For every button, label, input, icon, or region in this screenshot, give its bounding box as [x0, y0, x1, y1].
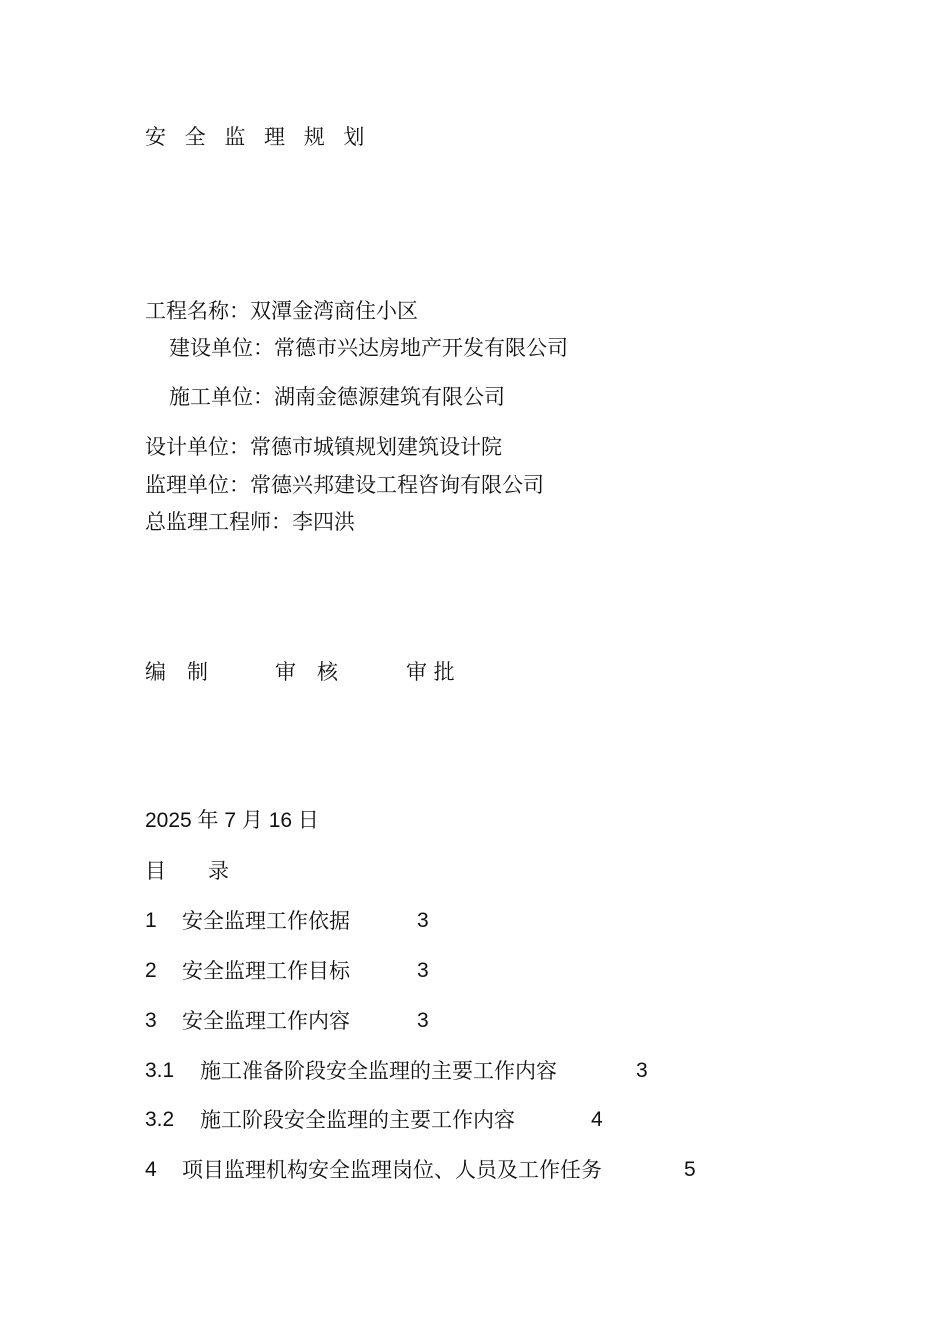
toc-item-page: 5	[684, 1158, 696, 1181]
toc-item-text: 安全监理工作目标	[182, 959, 350, 983]
toc-item-number: 3.2	[145, 1108, 175, 1131]
toc-item-number: 2	[145, 959, 157, 982]
toc-item-text: 项目监理机构安全监理岗位、人员及工作任务	[182, 1158, 602, 1182]
toc-item-text: 安全监理工作内容	[182, 1009, 350, 1033]
toc-item-text: 施工准备阶段安全监理的主要工作内容	[200, 1059, 557, 1083]
review-label: 审 核	[275, 660, 338, 684]
toc-item-page: 3	[636, 1059, 648, 1082]
supervision-unit: 监理单位：常德兴邦建设工程咨询有限公司	[145, 473, 544, 497]
toc-item-page: 4	[591, 1108, 603, 1131]
toc-item-number: 1	[145, 909, 157, 932]
document-date: 2025 年 7 月 16 日	[145, 809, 319, 832]
toc-heading: 目 录	[145, 859, 229, 883]
toc-item-page: 3	[417, 959, 429, 982]
compile-label: 编 制	[145, 660, 208, 684]
owner-unit: 建设单位：常德市兴达房地产开发有限公司	[169, 336, 568, 360]
chief-supervisor: 总监理工程师：李四洪	[145, 510, 355, 534]
toc-item-number: 3.1	[145, 1059, 175, 1082]
toc-item-page: 3	[417, 909, 429, 932]
toc-item-number: 3	[145, 1009, 157, 1032]
toc-item-number: 4	[145, 1158, 157, 1181]
toc-item-text: 施工阶段安全监理的主要工作内容	[200, 1108, 515, 1132]
project-name: 工程名称：双潭金湾商住小区	[145, 299, 418, 323]
document-title: 安 全 监 理 规 划	[145, 125, 371, 149]
toc-item-page: 3	[417, 1009, 429, 1032]
approve-label: 审 批	[406, 660, 455, 684]
design-unit: 设计单位：常德市城镇规划建筑设计院	[145, 435, 502, 459]
toc-item-text: 安全监理工作依据	[182, 909, 350, 933]
construction-unit: 施工单位：湖南金德源建筑有限公司	[169, 385, 505, 409]
